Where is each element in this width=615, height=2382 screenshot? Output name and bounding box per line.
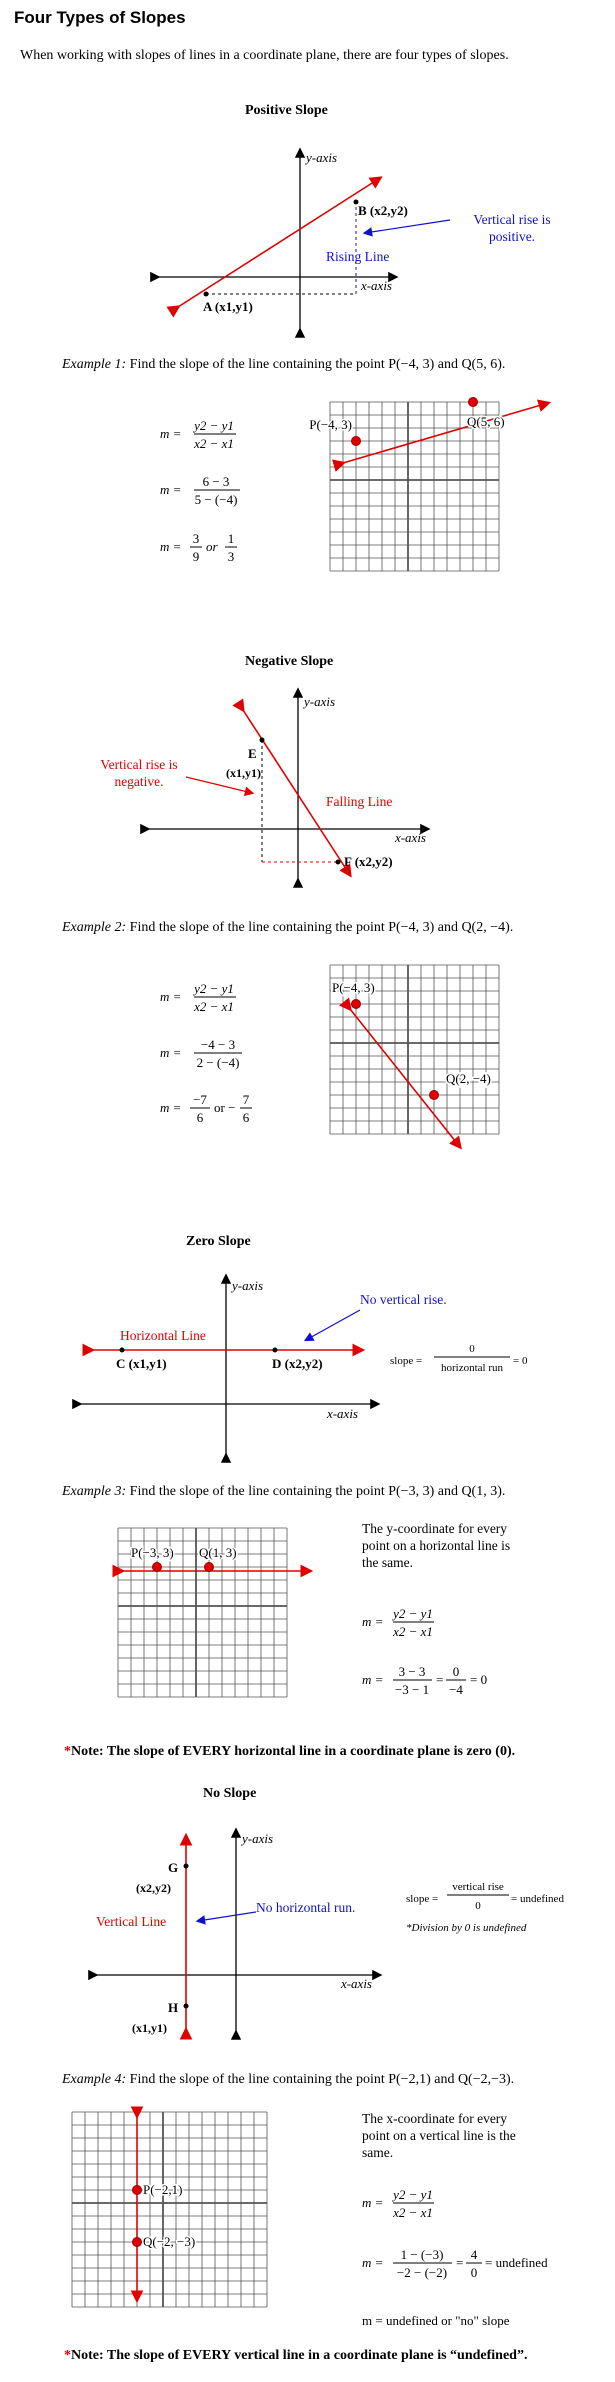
svg-text:(x1,y1): (x1,y1): [132, 2021, 167, 2035]
svg-text:(x1,y1): (x1,y1): [226, 766, 261, 780]
grid4-point-label: P(−2,1): [143, 2182, 183, 2197]
svg-text:0: 0: [475, 1900, 481, 1912]
example1-statement: Find the slope of the line containing the point P(−4, 3) and Q(5, 6).: [129, 357, 506, 372]
svg-text:m =: m =: [160, 426, 182, 441]
svg-text:9: 9: [192, 549, 200, 564]
svg-text:−3 − 1: −3 − 1: [394, 1682, 430, 1697]
note-star: *: [64, 2348, 71, 2363]
svg-text:x2 − x1: x2 − x1: [393, 1624, 433, 1639]
svg-text:m =: m =: [362, 2195, 384, 2210]
grid4-point-label: Q(−2, −3): [143, 2234, 196, 2249]
svg-text:vertical rise: vertical rise: [452, 1881, 504, 1893]
positive-slope-heading: Positive Slope: [245, 103, 328, 118]
svg-text:3: 3: [227, 549, 235, 564]
svg-text:or −: or −: [214, 1100, 236, 1115]
svg-text:negative.: negative.: [114, 774, 164, 789]
example2-statement: Find the slope of the line containing the point P(−4, 3) and Q(2, −4).: [129, 920, 514, 935]
svg-text:Falling Line: Falling Line: [326, 794, 393, 809]
grid1-point-label: P(−4, 3): [309, 417, 352, 432]
svg-text:−2 − (−2): −2 − (−2): [396, 2265, 448, 2280]
example4-desc-line3: same.: [362, 2145, 394, 2160]
svg-text:x2 − x1: x2 − x1: [393, 2205, 433, 2220]
grid2-point-label: Q(2, −4): [446, 1071, 491, 1086]
grid3-point-label: P(−3, 3): [131, 1545, 174, 1560]
svg-text:*Division by 0 is undefined: *Division by 0 is undefined: [406, 1922, 527, 1934]
svg-text:E: E: [248, 746, 257, 761]
example4-label: Example 4:: [62, 2072, 127, 2087]
svg-text:2 − (−4): 2 − (−4): [196, 1055, 240, 1070]
svg-text:m =: m =: [160, 1100, 182, 1115]
note-star: *: [64, 1744, 71, 1759]
point-b-label: B (x2,y2): [358, 203, 408, 218]
svg-text:slope =: slope =: [390, 1355, 423, 1367]
no-slope-heading: No Slope: [203, 1786, 257, 1801]
svg-text:= undefined: = undefined: [511, 1893, 564, 1905]
svg-text:4: 4: [470, 2247, 478, 2262]
grid2-point-label: P(−4, 3): [332, 980, 375, 995]
svg-text:=: =: [436, 1672, 444, 1687]
svg-text:0: 0: [469, 1343, 475, 1355]
svg-text:x-axis: x-axis: [326, 1406, 358, 1421]
svg-text:m =: m =: [362, 1614, 384, 1629]
svg-text:=: =: [456, 2255, 464, 2270]
svg-text:No vertical rise.: No vertical rise.: [360, 1292, 447, 1307]
svg-text:6: 6: [242, 1110, 250, 1125]
grid1-point-label: Q(5, 6): [467, 414, 505, 429]
svg-text:6: 6: [196, 1110, 204, 1125]
svg-text:Horizontal Line: Horizontal Line: [120, 1328, 206, 1343]
svg-text:slope =: slope =: [406, 1893, 439, 1905]
svg-text:m = undefined or "no" slope: m = undefined or "no" slope: [362, 2313, 510, 2328]
svg-text:x2 − x1: x2 − x1: [194, 436, 234, 451]
svg-text:3: 3: [192, 531, 200, 546]
svg-text:x2 − x1: x2 − x1: [194, 999, 234, 1014]
example4-desc-line2: point on a vertical line is the: [362, 2128, 516, 2143]
svg-text:y-axis: y-axis: [232, 1278, 264, 1293]
x-axis-label: x-axis: [360, 278, 392, 293]
y-axis-label: y-axis: [306, 150, 338, 165]
svg-text:m =: m =: [160, 989, 182, 1004]
point-a-label: A (x1,y1): [203, 299, 253, 314]
example3-statement: Find the slope of the line containing the point P(−3, 3) and Q(1, 3).: [129, 1484, 506, 1499]
svg-text:F (x2,y2): F (x2,y2): [344, 854, 393, 869]
note-horizontal-text: Note: The slope of EVERY horizontal line in a coordinate plane is zero (0).: [71, 1744, 516, 1759]
rising-line-label: Rising Line: [326, 249, 390, 264]
svg-text:No horizontal run.: No horizontal run.: [256, 1900, 356, 1915]
svg-text:−4 − 3: −4 − 3: [200, 1037, 236, 1052]
svg-text:(x2,y2): (x2,y2): [136, 1881, 171, 1895]
svg-text:= 0: = 0: [470, 1672, 488, 1687]
svg-text:3 − 3: 3 − 3: [398, 1664, 426, 1679]
example3-desc-line1: The y-coordinate for every: [362, 1521, 508, 1536]
page-title: Four Types of Slopes: [14, 8, 186, 27]
svg-text:= 0: = 0: [513, 1355, 528, 1367]
note-vertical-text: Note: The slope of EVERY vertical line in a coordinate plane is “undefined”.: [71, 2348, 528, 2363]
svg-text:m =: m =: [160, 1045, 182, 1060]
example4-desc-line1: The x-coordinate for every: [362, 2111, 508, 2126]
intro-text: When working with slopes of lines in a coordinate plane, there are four types of slopes.: [20, 48, 509, 63]
example2-label: Example 2:: [62, 920, 127, 935]
svg-text:1 − (−3): 1 − (−3): [400, 2247, 444, 2262]
callout-text-2: positive.: [488, 229, 536, 244]
svg-text:or: or: [206, 539, 218, 554]
grid3-point-label: Q(1, 3): [199, 1545, 237, 1560]
svg-text:−7: −7: [193, 1092, 207, 1107]
svg-text:H: H: [168, 2000, 179, 2015]
svg-text:1: 1: [227, 531, 235, 546]
example1-label: Example 1:: [62, 357, 127, 372]
svg-text:Vertical rise is: Vertical rise is: [100, 757, 178, 772]
svg-text:horizontal run: horizontal run: [440, 1362, 504, 1374]
svg-text:x-axis: x-axis: [394, 830, 426, 845]
svg-text:y2 − y1: y2 − y1: [393, 2187, 433, 2202]
example4-statement: Find the slope of the line containing the point P(−2,1) and Q(−2,−3).: [129, 2072, 515, 2087]
svg-text:C (x1,y1): C (x1,y1): [116, 1356, 167, 1371]
svg-text:0: 0: [470, 2265, 478, 2280]
svg-text:6 − 3: 6 − 3: [202, 474, 230, 489]
example3-desc-line2: point on a horizontal line is: [362, 1538, 511, 1553]
svg-text:m =: m =: [160, 482, 182, 497]
svg-text:−4: −4: [449, 1682, 463, 1697]
svg-text:y2 − y1: y2 − y1: [393, 1606, 433, 1621]
svg-text:y-axis: y-axis: [242, 1831, 274, 1846]
svg-text:7: 7: [242, 1092, 250, 1107]
negative-slope-heading: Negative Slope: [245, 654, 334, 669]
svg-text:= undefined: = undefined: [485, 2255, 548, 2270]
note-vertical: [64, 2348, 527, 2364]
svg-text:y-axis: y-axis: [304, 694, 336, 709]
svg-text:0: 0: [452, 1664, 460, 1679]
svg-text:m =: m =: [362, 1672, 384, 1687]
example3-desc-line3: the same.: [362, 1555, 413, 1570]
svg-text:G: G: [168, 1860, 179, 1875]
svg-text:x-axis: x-axis: [340, 1976, 372, 1991]
callout-text-1: Vertical rise is: [473, 212, 551, 227]
svg-text:D (x2,y2): D (x2,y2): [272, 1356, 323, 1371]
example3-label: Example 3:: [62, 1484, 127, 1499]
svg-text:m =: m =: [160, 539, 182, 554]
svg-text:y2 − y1: y2 − y1: [194, 418, 234, 433]
zero-slope-heading: Zero Slope: [186, 1234, 251, 1249]
svg-text:m =: m =: [362, 2255, 384, 2270]
svg-text:y2 − y1: y2 − y1: [194, 981, 234, 996]
svg-text:5 − (−4): 5 − (−4): [194, 492, 238, 507]
svg-text:Vertical Line: Vertical Line: [96, 1914, 167, 1929]
